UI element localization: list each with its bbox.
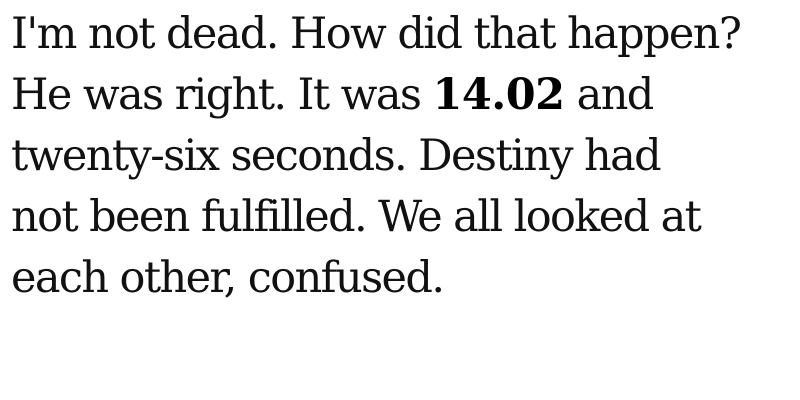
passage-line-2-end: and	[564, 70, 653, 120]
passage-line-4: not been fulfilled. We all looked at	[11, 192, 701, 242]
passage-line-2-start: He was right. It was	[11, 70, 433, 120]
story-passage	[11, 4, 791, 309]
passage-line-5: each other, confused.	[11, 253, 444, 303]
passage-line-3: twenty-six seconds. Destiny had	[11, 131, 661, 181]
passage-line-2	[11, 65, 791, 126]
highlighted-time: 14.02	[432, 70, 565, 120]
passage-line-1: I'm not dead. How did that happen?	[11, 9, 741, 59]
